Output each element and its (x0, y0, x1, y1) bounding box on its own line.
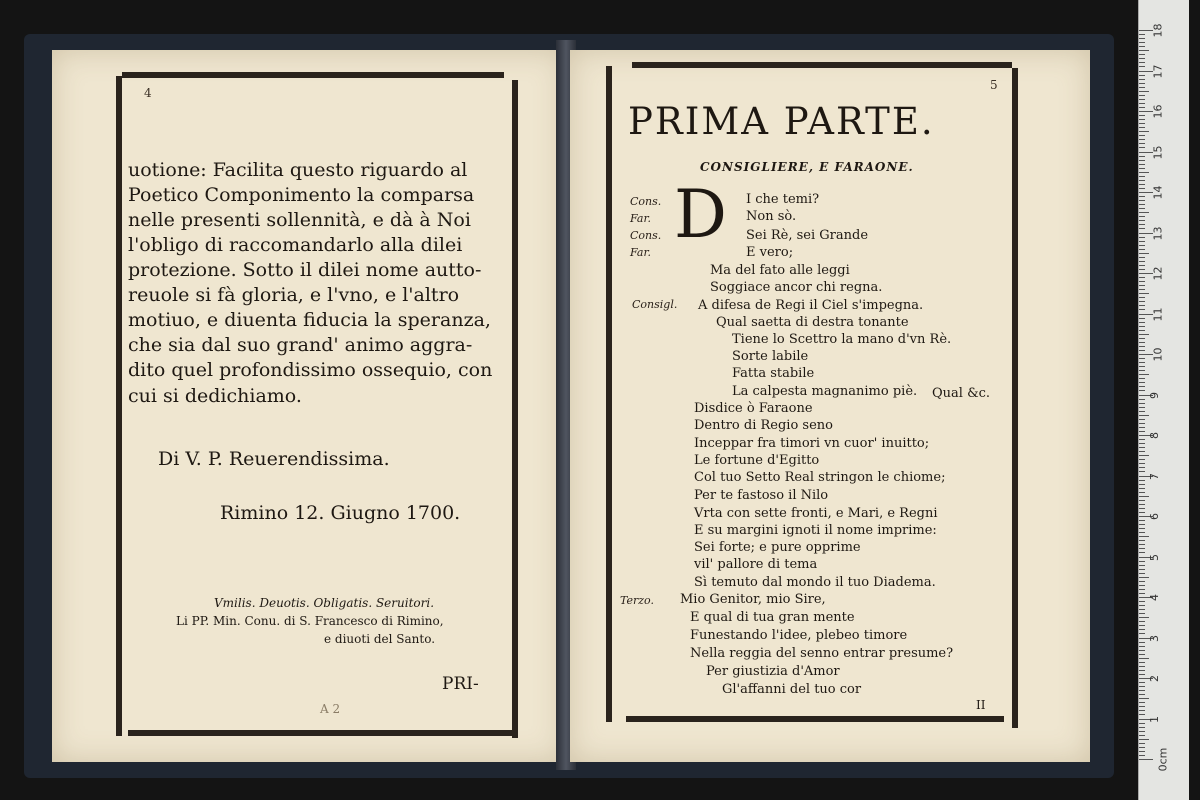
ruler-minor-tick (1139, 528, 1145, 529)
ruler-minor-tick (1139, 536, 1149, 537)
paragraph-line: motiuo, e diuenta fiducia la speranza, (128, 309, 491, 331)
verse-line: Col tuo Setto Real stringon le chiome; (694, 470, 946, 485)
ruler-minor-tick (1139, 269, 1145, 270)
right-frame-right (1012, 68, 1018, 728)
ruler-minor-tick (1139, 520, 1145, 521)
ruler-minor-tick (1139, 698, 1149, 699)
ruler-minor-tick (1139, 577, 1149, 578)
ruler-minor-tick (1139, 690, 1145, 691)
paragraph-line: Poetico Componimento la comparsa (128, 184, 475, 206)
ruler-minor-tick (1139, 322, 1145, 323)
ruler-label: 11 (1151, 307, 1165, 321)
verse-line: Le fortune d'Egitto (694, 453, 820, 468)
ruler-minor-tick (1139, 164, 1145, 165)
ruler-minor-tick (1139, 463, 1145, 464)
signature-mark: II (976, 698, 986, 712)
verse-line: Per te fastoso il Nilo (694, 488, 829, 503)
left-frame-left (116, 76, 122, 736)
ruler-minor-tick (1139, 488, 1145, 489)
verse-line: Nella reggia del senno entrar presume? (690, 646, 954, 661)
ruler-minor-tick (1139, 455, 1149, 456)
ruler-minor-tick (1139, 666, 1145, 667)
ruler-minor-tick (1139, 237, 1145, 238)
verse-line: Disdice ò Faraone (694, 401, 813, 416)
ruler-minor-tick (1139, 419, 1145, 420)
ruler-minor-tick (1139, 208, 1145, 209)
ruler-minor-tick (1139, 621, 1145, 622)
ruler-minor-tick (1139, 370, 1145, 371)
verse-line: Sei Rè, sei Grande (746, 228, 869, 243)
ruler-minor-tick (1139, 431, 1145, 432)
paragraph-line: l'obligo di raccomandarlo alla dilei (128, 234, 463, 256)
verse-line: Inceppar fra timori vn cuor' inuitto; (694, 436, 930, 451)
ruler-minor-tick (1139, 216, 1145, 217)
ruler-minor-tick (1139, 662, 1145, 663)
ruler-minor-tick (1139, 694, 1145, 695)
ruler-minor-tick (1139, 423, 1145, 424)
ruler-label: 12 (1151, 266, 1165, 281)
paragraph-line: protezione. Sotto il dilei nome autto- (128, 259, 482, 281)
page-number: 4 (144, 86, 152, 100)
ruler-minor-tick (1139, 471, 1145, 472)
ruler-label: 15 (1151, 145, 1165, 159)
verse-line: Mio Genitor, mio Sire, (680, 592, 826, 607)
ruler-minor-tick (1139, 642, 1145, 643)
verse-line: E vero; (746, 245, 794, 260)
ruler-minor-tick (1139, 127, 1145, 128)
ruler-minor-tick (1139, 686, 1145, 687)
ruler-minor-tick (1139, 735, 1145, 736)
ruler-minor-tick (1139, 107, 1145, 108)
ruler-minor-tick (1139, 714, 1145, 715)
ruler-tick (1139, 759, 1153, 760)
ruler-minor-tick (1139, 654, 1145, 655)
ruler-minor-tick (1139, 366, 1145, 367)
ruler-minor-tick (1139, 443, 1145, 444)
speaker-label: Cons. (630, 229, 662, 242)
ruler-minor-tick (1139, 702, 1145, 703)
ruler-minor-tick (1139, 350, 1145, 351)
ruler-minor-tick (1139, 257, 1145, 258)
ruler-minor-tick (1139, 548, 1145, 549)
ruler-minor-tick (1139, 46, 1145, 47)
ruler-minor-tick (1139, 42, 1145, 43)
ruler-minor-tick (1139, 143, 1145, 144)
right-frame-top (632, 62, 1012, 68)
ruler-minor-tick (1139, 188, 1145, 189)
verse-line: Tiene lo Scettro la mano d'vn Rè. (732, 332, 952, 347)
ruler-minor-tick (1139, 212, 1149, 213)
verse-line: Ma del fato alle leggi (710, 263, 850, 278)
ruler-minor-tick (1139, 66, 1145, 67)
verse-line: I che temi? (746, 192, 820, 207)
ruler-minor-tick (1139, 658, 1149, 659)
ruler-minor-tick (1139, 727, 1145, 728)
verse-line: vil' pallore di tema (694, 557, 818, 572)
ruler-minor-tick (1139, 573, 1145, 574)
paragraph-line: uotione: Facilita questo riguardo al (128, 159, 468, 181)
ruler-minor-tick (1139, 115, 1145, 116)
ruler-minor-tick (1139, 228, 1145, 229)
ruler-minor-tick (1139, 330, 1145, 331)
verse-line: Dentro di Regio seno (694, 418, 833, 433)
ruler-minor-tick (1139, 500, 1145, 501)
ruler-minor-tick (1139, 459, 1145, 460)
speaker-label: Consigl. (632, 298, 678, 311)
ruler-label: 6 (1148, 513, 1161, 520)
ruler-minor-tick (1139, 139, 1145, 140)
part-title: PRIMA PARTE. (628, 100, 935, 143)
ruler-minor-tick (1139, 95, 1145, 96)
ruler-minor-tick (1139, 38, 1145, 39)
left-frame-bottom (128, 730, 518, 736)
ruler-minor-tick (1139, 565, 1145, 566)
ruler-minor-tick (1139, 411, 1145, 412)
ruler-minor-tick (1139, 451, 1145, 452)
ruler-label: 16 (1151, 104, 1165, 119)
left-frame-top (122, 72, 504, 78)
salutation: Di V. P. Reuerendissima. (158, 448, 390, 470)
ruler-minor-tick (1139, 204, 1145, 205)
ruler-minor-tick (1139, 83, 1145, 84)
ruler-minor-tick (1139, 386, 1145, 387)
ruler-minor-tick (1139, 378, 1145, 379)
ruler-minor-tick (1139, 79, 1145, 80)
ruler-minor-tick (1139, 447, 1145, 448)
verse-line: Fatta stabile (732, 366, 815, 381)
ruler-minor-tick (1139, 613, 1145, 614)
ruler-minor-tick (1139, 492, 1145, 493)
verse-line: E qual di tua gran mente (690, 610, 855, 625)
ruler-label: 7 (1148, 472, 1161, 480)
ruler-minor-tick (1139, 374, 1149, 375)
ruler-minor-tick (1139, 544, 1145, 545)
measuring-ruler (1138, 0, 1189, 800)
ruler-minor-tick (1139, 200, 1145, 201)
ruler-minor-tick (1139, 755, 1145, 756)
paragraph-line: che sia dal suo grand' animo aggra- (128, 334, 473, 356)
ruler-minor-tick (1139, 62, 1145, 63)
ruler-minor-tick (1139, 682, 1145, 683)
ruler-minor-tick (1139, 670, 1145, 671)
ruler-minor-tick (1139, 362, 1145, 363)
ruler-minor-tick (1139, 674, 1145, 675)
ruler-minor-tick (1139, 743, 1145, 744)
ruler-minor-tick (1139, 289, 1145, 290)
ruler-minor-tick (1139, 532, 1145, 533)
ruler-minor-tick (1139, 184, 1145, 185)
ruler-minor-tick (1139, 220, 1145, 221)
ruler-minor-tick (1139, 467, 1145, 468)
ruler-label: 9 (1148, 391, 1161, 399)
left-frame-right (512, 80, 518, 738)
ruler-minor-tick (1139, 309, 1145, 310)
ruler-minor-tick (1139, 131, 1149, 132)
ruler-minor-tick (1139, 135, 1145, 136)
ruler-minor-tick (1139, 334, 1149, 335)
verse-line: Gl'affanni del tuo cor (722, 682, 862, 697)
ruler-minor-tick (1139, 617, 1149, 618)
ruler-minor-tick (1139, 581, 1145, 582)
ruler-label: 0cm (1156, 747, 1170, 772)
ruler-minor-tick (1139, 407, 1145, 408)
ruler-minor-tick (1139, 382, 1145, 383)
ruler-minor-tick (1139, 751, 1145, 752)
ruler-minor-tick (1139, 123, 1145, 124)
ruler-minor-tick (1139, 253, 1149, 254)
ruler-minor-tick (1139, 723, 1145, 724)
ruler-label: 17 (1151, 64, 1165, 78)
ruler-minor-tick (1139, 346, 1145, 347)
ruler-minor-tick (1139, 34, 1145, 35)
ruler-minor-tick (1139, 281, 1145, 282)
ruler-minor-tick (1139, 427, 1145, 428)
right-frame-left (606, 66, 612, 722)
ruler-minor-tick (1139, 196, 1145, 197)
ruler-minor-tick (1139, 326, 1145, 327)
ruler-minor-tick (1139, 318, 1145, 319)
ruler-label: 13 (1151, 226, 1165, 240)
ruler-minor-tick (1139, 160, 1145, 161)
ruler-minor-tick (1139, 358, 1145, 359)
ruler-minor-tick (1139, 156, 1145, 157)
ruler-minor-tick (1139, 87, 1145, 88)
ruler-minor-tick (1139, 512, 1145, 513)
signature-line: Vmilis. Deuotis. Obligatis. Seruitori. (214, 596, 435, 610)
ruler-minor-tick (1139, 224, 1145, 225)
ruler-minor-tick (1139, 241, 1145, 242)
ruler-minor-tick (1139, 508, 1145, 509)
verse-line: Sei forte; e pure opprime (694, 540, 861, 555)
ruler-label: 2 (1148, 675, 1161, 682)
ruler-minor-tick (1139, 168, 1145, 169)
ruler-minor-tick (1139, 305, 1145, 306)
ruler-label: 5 (1148, 553, 1161, 561)
ruler-minor-tick (1139, 265, 1145, 266)
ruler-minor-tick (1139, 147, 1145, 148)
ruler-label: 8 (1148, 432, 1161, 439)
ruler-minor-tick (1139, 609, 1145, 610)
ruler-minor-tick (1139, 524, 1145, 525)
ruler-minor-tick (1139, 480, 1145, 481)
ruler-minor-tick (1139, 731, 1145, 732)
ruler-minor-tick (1139, 589, 1145, 590)
verse-line: A difesa de Regi il Ciel s'impegna. (698, 298, 924, 313)
ruler-minor-tick (1139, 99, 1145, 100)
ruler-minor-tick (1139, 650, 1145, 651)
ruler-minor-tick (1139, 261, 1145, 262)
ruler-label: 10 (1151, 347, 1165, 362)
verse-line: Qual saetta di destra tonante (716, 315, 909, 330)
ruler-minor-tick (1139, 439, 1145, 440)
ruler-minor-tick (1139, 710, 1145, 711)
ruler-minor-tick (1139, 91, 1149, 92)
drop-cap: D (674, 176, 727, 253)
page-number: 5 (990, 78, 998, 92)
ruler-minor-tick (1139, 629, 1145, 630)
signature-line: e diuoti del Santo. (324, 632, 436, 646)
ruler-label: 3 (1148, 634, 1161, 642)
ruler-minor-tick (1139, 180, 1145, 181)
place-date: Rimino 12. Giugno 1700. (220, 502, 461, 524)
ruler-minor-tick (1139, 496, 1149, 497)
ruler-minor-tick (1139, 342, 1145, 343)
ruler-minor-tick (1139, 593, 1145, 594)
paragraph-line: nelle presenti sollennità, e dà à Noi (128, 209, 471, 231)
ruler-minor-tick (1139, 249, 1145, 250)
verse-line: Qual &c. (932, 386, 991, 401)
ruler-minor-tick (1139, 484, 1145, 485)
verse-line: Vrta con sette fronti, e Mari, e Regni (694, 506, 938, 521)
speaker-label: Cons. (630, 195, 662, 208)
ruler-minor-tick (1139, 561, 1145, 562)
verse-line: Sì temuto dal mondo il tuo Diadema. (694, 575, 936, 590)
ruler-minor-tick (1139, 277, 1145, 278)
ruler-minor-tick (1139, 399, 1145, 400)
ruler-minor-tick (1139, 633, 1145, 634)
ruler-label: 18 (1151, 23, 1165, 38)
ruler-minor-tick (1139, 403, 1145, 404)
ruler-minor-tick (1139, 245, 1145, 246)
part-subtitle: CONSIGLIERE, E FARAONE. (700, 160, 914, 174)
signature-mark: A 2 (320, 702, 341, 716)
right-frame-bottom (626, 716, 1004, 722)
ruler-minor-tick (1139, 75, 1145, 76)
ruler-minor-tick (1139, 338, 1145, 339)
ruler-minor-tick (1139, 585, 1145, 586)
ruler-minor-tick (1139, 504, 1145, 505)
paragraph-line: dito quel profondissimo ossequio, con (128, 359, 493, 381)
ruler-minor-tick (1139, 297, 1145, 298)
speaker-label: Far. (630, 246, 651, 259)
ruler-minor-tick (1139, 54, 1145, 55)
ruler-minor-tick (1139, 552, 1145, 553)
ruler-minor-tick (1139, 569, 1145, 570)
speaker-label: Far. (630, 212, 651, 225)
ruler-minor-tick (1139, 176, 1145, 177)
catchword: PRI- (442, 674, 479, 694)
ruler-minor-tick (1139, 285, 1145, 286)
ruler-minor-tick (1139, 601, 1145, 602)
ruler-minor-tick (1139, 301, 1145, 302)
ruler-minor-tick (1139, 103, 1145, 104)
ruler-minor-tick (1139, 50, 1149, 51)
paragraph-line: cui si dedichiamo. (128, 385, 302, 407)
verse-line: Per giustizia d'Amor (706, 664, 840, 679)
verse-line: Non sò. (746, 209, 797, 224)
ruler-minor-tick (1139, 646, 1145, 647)
ruler-label: 1 (1148, 715, 1161, 723)
ruler-minor-tick (1139, 58, 1145, 59)
ruler-minor-tick (1139, 172, 1149, 173)
ruler-minor-tick (1139, 605, 1145, 606)
ruler-minor-tick (1139, 119, 1145, 120)
ruler-minor-tick (1139, 739, 1149, 740)
ruler-label: 14 (1151, 185, 1165, 200)
verse-line: Sorte labile (732, 349, 809, 364)
verse-line: E su margini ignoti il nome imprime: (694, 523, 937, 538)
verse-line: Funestando l'idee, plebeo timore (690, 628, 908, 643)
ruler-label: 4 (1148, 594, 1161, 601)
ruler-minor-tick (1139, 706, 1145, 707)
verse-line: La calpesta magnanimo piè. (732, 384, 918, 399)
ruler-minor-tick (1139, 293, 1149, 294)
ruler-minor-tick (1139, 747, 1145, 748)
paragraph-line: reuole si fà gloria, e l'vno, e l'altro (128, 284, 460, 306)
ruler-minor-tick (1139, 415, 1149, 416)
speaker-label: Terzo. (620, 594, 654, 607)
verse-line: Soggiace ancor chi regna. (710, 280, 883, 295)
ruler-minor-tick (1139, 540, 1145, 541)
ruler-minor-tick (1139, 390, 1145, 391)
signature-line: Li PP. Min. Conu. di S. Francesco di Rimino, (176, 614, 444, 628)
ruler-minor-tick (1139, 625, 1145, 626)
